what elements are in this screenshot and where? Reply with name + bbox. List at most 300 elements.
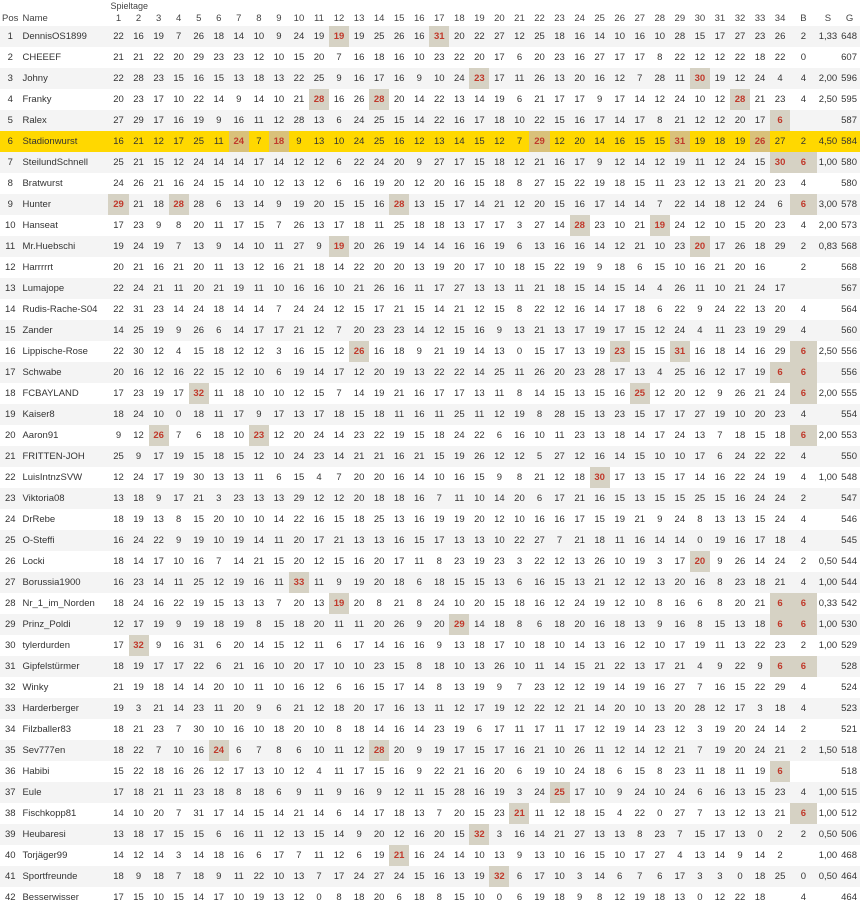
player-name[interactable]: Stadionwurst	[20, 131, 108, 152]
player-name[interactable]: Prinz_Poldi	[20, 614, 108, 635]
player-name[interactable]: Harrrrrt	[20, 257, 108, 278]
matchday-header[interactable]: 34	[774, 13, 786, 24]
table-row[interactable]	[0, 26, 860, 47]
matchday-score: 31	[129, 299, 149, 320]
matchday-score: 18	[389, 572, 409, 593]
matchday-score: 11	[269, 530, 289, 551]
player-name[interactable]: Johny	[20, 68, 108, 89]
player-name[interactable]: FCBAYLAND	[20, 383, 108, 404]
matchday-score: 27	[289, 236, 309, 257]
table-row[interactable]	[0, 677, 860, 698]
matchday-score: 18	[550, 26, 570, 47]
table-row[interactable]	[0, 614, 860, 635]
matchday-score: 10	[650, 446, 670, 467]
matchday-score: 6	[770, 194, 790, 215]
table-row[interactable]	[0, 47, 860, 68]
matchday-score: 18	[429, 215, 449, 236]
matchday-score: 11	[249, 824, 269, 845]
matchday-score: 16	[389, 446, 409, 467]
matchday-score: 21	[449, 761, 469, 782]
player-name[interactable]: Winky	[20, 677, 108, 698]
matchday-score: 20	[149, 803, 169, 824]
matchday-score: 17	[489, 719, 509, 740]
matchday-score: 15	[630, 131, 650, 152]
table-row[interactable]	[0, 68, 860, 89]
matchday-score: 16	[289, 341, 309, 362]
table-row[interactable]	[0, 803, 860, 824]
table-row[interactable]	[0, 656, 860, 677]
matchday-score: 22	[429, 362, 449, 383]
matchday-score: 10	[670, 257, 690, 278]
matchday-header[interactable]: 27	[634, 13, 646, 24]
matchday-score: 10	[449, 656, 469, 677]
total-cell: 544	[839, 572, 860, 593]
matchday-score: 10	[249, 173, 269, 194]
total-cell: 544	[839, 551, 860, 572]
matchday-score: 16	[349, 68, 369, 89]
table-row[interactable]	[0, 257, 860, 278]
matchday-header[interactable]: 25	[594, 13, 605, 24]
table-row[interactable]	[0, 362, 860, 383]
matchday-score: 29	[108, 194, 128, 215]
matchday-header[interactable]: 29	[674, 13, 686, 24]
matchday-score: 10	[129, 803, 149, 824]
matchday-score: 16	[229, 110, 249, 131]
matchday-score: 8	[509, 383, 529, 404]
matchday-score: 17	[108, 782, 128, 803]
matchday-score: 18	[550, 614, 570, 635]
matchday-score: 21	[129, 47, 149, 68]
player-name[interactable]: Hunter	[20, 194, 108, 215]
table-row[interactable]	[0, 278, 860, 299]
matchday-score: 24	[209, 740, 229, 761]
table-row[interactable]	[0, 152, 860, 173]
matchday-score: 23	[369, 320, 389, 341]
matchday-score: 26	[489, 656, 509, 677]
table-row[interactable]	[0, 488, 860, 509]
table-row[interactable]	[0, 530, 860, 551]
matchday-score: 21	[389, 593, 409, 614]
matchday-score: 18	[409, 887, 429, 908]
matchday-header[interactable]: 15	[393, 13, 405, 24]
matchday-score: 17	[570, 509, 590, 530]
matchday-score: 15	[449, 824, 469, 845]
matchday-score: 12	[489, 131, 509, 152]
matchday-score: 17	[710, 824, 730, 845]
matchday-score: 13	[730, 614, 750, 635]
matchday-score: 16	[189, 68, 209, 89]
matchday-score: 16	[108, 572, 128, 593]
table-row[interactable]	[0, 467, 860, 488]
matchday-score: 22	[108, 278, 128, 299]
matchday-score: 10	[229, 509, 249, 530]
matchday-score: 16	[650, 677, 670, 698]
matchday-header[interactable]: 23	[554, 13, 565, 24]
matchday-score: 18	[209, 614, 229, 635]
matchday-score: 18	[249, 782, 269, 803]
player-name[interactable]: Aaron91	[20, 425, 108, 446]
matchday-score: 19	[449, 719, 469, 740]
matchday-score: 10	[690, 89, 710, 110]
table-row[interactable]	[0, 236, 860, 257]
player-name[interactable]: Borussia1900	[20, 572, 108, 593]
matchday-header[interactable]: 28	[654, 13, 666, 24]
matchday-header[interactable]: 10	[293, 13, 305, 24]
matchday-score: 14	[229, 152, 249, 173]
matchday-score: 21	[710, 257, 730, 278]
matchday-score: 12	[610, 236, 630, 257]
matchday-score: 16	[570, 47, 590, 68]
matchday-score: 24	[349, 110, 369, 131]
table-row[interactable]	[0, 509, 860, 530]
table-row[interactable]	[0, 572, 860, 593]
player-name[interactable]: Lumajope	[20, 278, 108, 299]
matchday-score: 12	[650, 320, 670, 341]
matchday-score: 10	[550, 740, 570, 761]
matchday-header[interactable]: 24	[574, 13, 585, 24]
matchday-score: 16	[349, 782, 369, 803]
matchday-header[interactable]: 8	[256, 13, 262, 24]
player-name[interactable]: Hanseat	[20, 215, 108, 236]
matchday-score: 12	[329, 488, 349, 509]
matchday-score: 12	[650, 152, 670, 173]
table-row[interactable]	[0, 740, 860, 761]
matchday-score: 22	[550, 257, 570, 278]
matchday-header[interactable]: 19	[474, 13, 485, 24]
matchday-score: 13	[369, 530, 389, 551]
player-name[interactable]: Zander	[20, 320, 108, 341]
average-cell: 0,50	[817, 866, 840, 887]
matchday-header[interactable]: 20	[494, 13, 505, 24]
table-row[interactable]	[0, 215, 860, 236]
matchday-score: 20	[529, 47, 549, 68]
player-name[interactable]: LuisIntnzSVW	[20, 467, 108, 488]
player-name[interactable]: Lippische-Rose	[20, 341, 108, 362]
bonus-cell: 4	[790, 299, 817, 320]
table-row[interactable]	[0, 635, 860, 656]
average-cell: 2,50	[817, 89, 840, 110]
matchday-score: 27	[570, 824, 590, 845]
matchday-header[interactable]: 16	[413, 13, 425, 24]
matchday-score: 9	[570, 887, 590, 908]
matchday-score: 24	[108, 173, 128, 194]
matchday-score: 16	[409, 404, 429, 425]
matchday-score: 20	[389, 257, 409, 278]
matchday-score: 22	[189, 656, 209, 677]
matchday-score: 21	[770, 740, 790, 761]
matchday-score: 10	[489, 257, 509, 278]
player-name[interactable]: Besserwisser	[20, 887, 108, 908]
player-name[interactable]: Filzballer83	[20, 719, 108, 740]
matchday-score: 8	[710, 593, 730, 614]
matchday-score: 27	[690, 404, 710, 425]
table-row[interactable]	[0, 320, 860, 341]
matchday-score: 12	[349, 362, 369, 383]
player-name[interactable]: Rudis-Rache-S04	[20, 299, 108, 320]
player-name[interactable]: SteilundSchnell	[20, 152, 108, 173]
matchday-score: 19	[149, 614, 169, 635]
matchday-score: 9	[509, 845, 529, 866]
matchday-score: 14	[369, 635, 389, 656]
player-name[interactable]: DrRebe	[20, 509, 108, 530]
s-header[interactable]: S	[824, 13, 832, 24]
table-row[interactable]	[0, 551, 860, 572]
position-cell: 2	[0, 47, 20, 68]
matchday-score: 21	[249, 551, 269, 572]
player-name[interactable]: O-Steffi	[20, 530, 108, 551]
matchday-score: 19	[469, 551, 489, 572]
matchday-score: 29	[449, 614, 469, 635]
matchday-score: 22	[509, 530, 529, 551]
matchday-score: 20	[550, 362, 570, 383]
matchday-score: 13	[630, 362, 650, 383]
matchday-score: 11	[209, 404, 229, 425]
matchday-score: 11	[469, 404, 489, 425]
table-row[interactable]	[0, 845, 860, 866]
player-name[interactable]: Mr.Huebschi	[20, 236, 108, 257]
player-name[interactable]: Viktoria08	[20, 488, 108, 509]
pos-header[interactable]: Pos	[2, 13, 19, 24]
table-row[interactable]	[0, 194, 860, 215]
matchday-header[interactable]: 22	[534, 13, 545, 24]
matchday-score: 20	[449, 26, 469, 47]
matchday-score: 28	[690, 698, 710, 719]
matchday-score: 7	[169, 236, 189, 257]
matchday-header[interactable]: 13	[353, 13, 365, 24]
matchday-score: 11	[429, 404, 449, 425]
player-name[interactable]: Sev777en	[20, 740, 108, 761]
matchday-score: 15	[349, 404, 369, 425]
matchday-score: 13	[289, 866, 309, 887]
matchday-score: 18	[770, 425, 790, 446]
player-name[interactable]: Torjäger99	[20, 845, 108, 866]
player-name[interactable]: Nr_1_im_Norden	[20, 593, 108, 614]
matchday-score: 13	[630, 614, 650, 635]
matchday-score: 22	[169, 593, 189, 614]
table-row[interactable]	[0, 446, 860, 467]
matchday-score: 19	[489, 698, 509, 719]
table-row[interactable]	[0, 89, 860, 110]
matchday-score: 10	[149, 887, 169, 908]
matchday-score: 16	[169, 173, 189, 194]
matchday-score: 14	[449, 845, 469, 866]
name-header[interactable]: Name	[22, 13, 48, 24]
matchday-score: 10	[269, 677, 289, 698]
matchday-score: 11	[409, 551, 429, 572]
matchday-header[interactable]: 14	[373, 13, 385, 24]
matchday-score: 25	[108, 152, 128, 173]
table-row[interactable]	[0, 761, 860, 782]
player-name[interactable]: DennisOS1899	[20, 26, 108, 47]
matchday-header[interactable]: 5	[196, 13, 202, 24]
table-body	[0, 26, 860, 908]
matchday-score: 14	[409, 320, 429, 341]
matchday-score: 18	[590, 761, 610, 782]
table-row[interactable]	[0, 866, 860, 887]
matchday-score: 7	[329, 47, 349, 68]
matchday-header[interactable]: 2	[135, 13, 142, 24]
matchday-score: 18	[209, 446, 229, 467]
matchday-score: 17	[529, 719, 549, 740]
matchday-score: 24	[750, 740, 770, 761]
matchday-score: 15	[469, 572, 489, 593]
matchday-score: 25	[309, 68, 329, 89]
table-row[interactable]	[0, 782, 860, 803]
player-name[interactable]: Harderberger	[20, 698, 108, 719]
player-name[interactable]: CHEEEF	[20, 47, 108, 68]
player-name[interactable]: Gipfelstürmer	[20, 656, 108, 677]
matchday-score: 17	[469, 698, 489, 719]
matchday-score: 14	[630, 152, 650, 173]
player-name[interactable]: Locki	[20, 551, 108, 572]
average-cell	[817, 887, 840, 908]
total-cell: 554	[839, 404, 860, 425]
player-name[interactable]: Franky	[20, 89, 108, 110]
matchday-score: 16	[529, 593, 549, 614]
table-row[interactable]	[0, 131, 860, 152]
matchday-score: 13	[469, 278, 489, 299]
matchday-header[interactable]: 1	[115, 13, 122, 24]
matchday-score: 23	[209, 47, 229, 68]
matchday-score: 20	[289, 656, 309, 677]
matchday-score: 18	[409, 215, 429, 236]
matchday-score: 0	[169, 404, 189, 425]
matchday-score: 12	[309, 152, 329, 173]
matchday-header[interactable]: 12	[333, 13, 345, 24]
player-name[interactable]: Schwabe	[20, 362, 108, 383]
matchday-header[interactable]: 32	[734, 13, 746, 24]
matchday-header[interactable]: 30	[694, 13, 706, 24]
table-header	[0, 0, 860, 26]
player-name[interactable]: Fischkopp81	[20, 803, 108, 824]
matchday-score: 21	[289, 89, 309, 110]
player-name[interactable]: Habibi	[20, 761, 108, 782]
matchday-header[interactable]: 33	[754, 13, 766, 24]
matchday-score: 16	[570, 26, 590, 47]
player-name[interactable]: Kaiser8	[20, 404, 108, 425]
matchday-score: 10	[610, 551, 630, 572]
matchday-score: 21	[750, 383, 770, 404]
table-row[interactable]	[0, 887, 860, 908]
table-row[interactable]	[0, 383, 860, 404]
matchday-score: 10	[650, 236, 670, 257]
matchday-header[interactable]: 9	[276, 13, 282, 24]
table-row[interactable]	[0, 593, 860, 614]
matchday-score: 12	[509, 26, 529, 47]
b-header[interactable]: B	[800, 13, 807, 24]
matchday-score: 15	[409, 299, 429, 320]
matchday-score: 30	[690, 68, 710, 89]
matchday-score: 26	[750, 131, 770, 152]
matchday-score: 15	[409, 425, 429, 446]
matchday-score: 11	[509, 68, 529, 89]
matchday-score: 21	[429, 341, 449, 362]
position-cell: 10	[0, 215, 20, 236]
matchday-score: 17	[469, 110, 489, 131]
matchday-score: 13	[229, 68, 249, 89]
matchday-score: 24	[670, 509, 690, 530]
matchday-header[interactable]: 21	[514, 13, 525, 24]
bonus-cell: 0	[790, 47, 817, 68]
matchday-score: 11	[590, 740, 610, 761]
matchday-header[interactable]: 6	[216, 13, 222, 24]
matchday-score: 19	[590, 173, 610, 194]
bonus-cell: 4	[790, 320, 817, 341]
table-row[interactable]	[0, 173, 860, 194]
matchday-score: 7	[690, 677, 710, 698]
table-row[interactable]	[0, 824, 860, 845]
matchday-score: 30	[189, 467, 209, 488]
matchday-score: 21	[129, 131, 149, 152]
matchday-score: 19	[489, 89, 509, 110]
matchday-score: 17	[149, 551, 169, 572]
table-row[interactable]	[0, 110, 860, 131]
matchday-score: 16	[289, 677, 309, 698]
matchday-score: 14	[610, 446, 630, 467]
matchday-score: 19	[449, 341, 469, 362]
matchday-score: 22	[108, 68, 128, 89]
matchday-score: 6	[509, 761, 529, 782]
table-row[interactable]	[0, 719, 860, 740]
player-name[interactable]: FRITTEN-JOH	[20, 446, 108, 467]
matchday-score: 11	[489, 383, 509, 404]
player-name[interactable]: tylerdurden	[20, 635, 108, 656]
table-row[interactable]	[0, 698, 860, 719]
g-header[interactable]: G	[845, 13, 854, 24]
table-row[interactable]	[0, 425, 860, 446]
player-name[interactable]: Heubaresi	[20, 824, 108, 845]
matchday-score: 24	[129, 593, 149, 614]
matchday-score: 18	[349, 887, 369, 908]
matchday-score: 20	[289, 719, 309, 740]
matchday-score: 21	[730, 173, 750, 194]
matchday-score: 16	[149, 257, 169, 278]
player-name[interactable]: Eule	[20, 782, 108, 803]
table-row[interactable]	[0, 299, 860, 320]
matchday-header[interactable]: 31	[714, 13, 726, 24]
matchday-score: 16	[570, 110, 590, 131]
matchday-score: 18	[610, 614, 630, 635]
player-name[interactable]: Bratwurst	[20, 173, 108, 194]
player-name[interactable]: Ralex	[20, 110, 108, 131]
matchday-score: 23	[610, 404, 630, 425]
player-name[interactable]: Sportfreunde	[20, 866, 108, 887]
matchday-score: 16	[229, 719, 249, 740]
matchday-score: 21	[349, 446, 369, 467]
matchday-score: 18	[108, 719, 128, 740]
average-cell: 1,00	[817, 782, 840, 803]
matchday-score: 16	[229, 824, 249, 845]
matchday-header[interactable]: 11	[314, 13, 324, 24]
average-cell: 0,83	[817, 236, 840, 257]
matchday-score: 3	[750, 698, 770, 719]
matchday-score: 17	[710, 26, 730, 47]
bonus-cell: 4	[790, 467, 817, 488]
total-cell: 468	[839, 845, 860, 866]
matchday-header[interactable]: 3	[155, 13, 162, 24]
table-row[interactable]	[0, 341, 860, 362]
matchday-header[interactable]: 26	[614, 13, 625, 24]
matchday-score: 12	[449, 698, 469, 719]
matchday-header[interactable]: 4	[176, 13, 182, 24]
matchday-score: 9	[369, 782, 389, 803]
matchday-header[interactable]: 7	[236, 13, 242, 24]
table-row[interactable]	[0, 404, 860, 425]
matchday-header[interactable]: 17	[433, 13, 445, 24]
matchday-score: 9	[329, 782, 349, 803]
matchday-header[interactable]: 18	[454, 13, 465, 24]
matchday-score: 20	[730, 719, 750, 740]
